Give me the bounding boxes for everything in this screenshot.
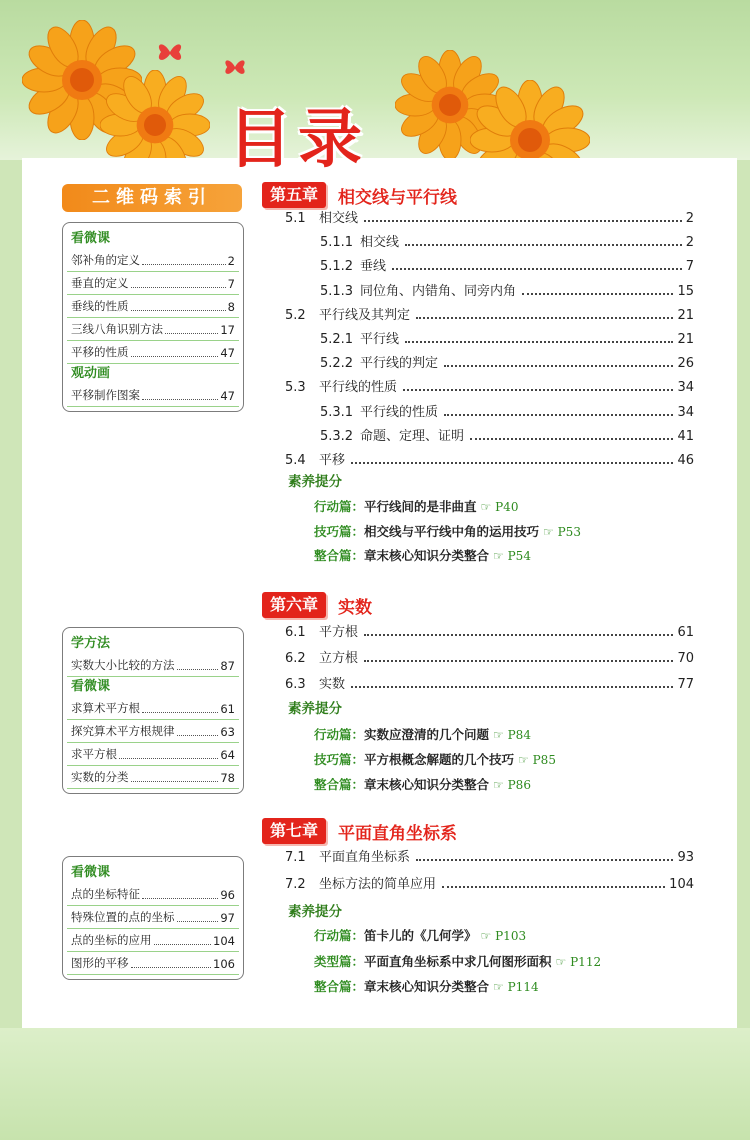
section-title: 相交线 <box>360 235 400 251</box>
suyang-heading: 素养提分 <box>288 701 342 717</box>
chapter-badge: 第五章 <box>262 182 326 208</box>
butterfly-icon-2 <box>222 56 248 78</box>
suyang-heading: 素养提分 <box>288 904 342 920</box>
qr-item[interactable] <box>67 952 239 975</box>
section-number: 7.1 <box>285 850 306 865</box>
suyang-item[interactable] <box>314 725 531 743</box>
suyang-text: 平面直角坐标系中求几何图形面积 <box>364 953 552 969</box>
section-title: 实数 <box>319 677 346 692</box>
leader-dots <box>364 634 673 636</box>
qr-item[interactable] <box>67 249 239 272</box>
suyang-label: 行动篇： <box>314 928 365 943</box>
qr-box <box>62 856 244 980</box>
chapter-heading[interactable] <box>262 818 457 844</box>
qr-item-text: 平移的性质 <box>71 345 129 359</box>
qr-item-page: 106 <box>213 957 235 971</box>
qr-item-text: 求算术平方根 <box>71 701 140 715</box>
qr-item-text: 三线八角识别方法 <box>71 322 163 336</box>
suyang-item[interactable] <box>314 952 601 970</box>
qr-category: 观动画 <box>71 366 111 381</box>
page-reference: ☞ P84 <box>493 728 531 742</box>
section-number: 5.2 <box>285 307 306 323</box>
section-title: 平行线的判定 <box>360 356 439 372</box>
suyang-item[interactable] <box>314 497 518 515</box>
page-reference: ☞ P85 <box>518 753 556 767</box>
toc-section[interactable] <box>285 872 694 892</box>
qr-item-text: 点的坐标的应用 <box>71 933 152 947</box>
leader-dots <box>392 268 682 270</box>
qr-item-page: 96 <box>220 888 235 902</box>
toc-section[interactable] <box>285 672 694 692</box>
suyang-label: 技巧篇： <box>314 523 365 539</box>
section-number: 5.1.3 <box>320 283 354 299</box>
section-page: 7 <box>685 259 694 275</box>
qr-category: 看微课 <box>71 865 111 880</box>
qr-item[interactable] <box>67 272 239 295</box>
qr-item-text: 实数的分类 <box>71 770 129 784</box>
suyang-heading: 素养提分 <box>288 474 342 490</box>
section-page: 34 <box>677 404 694 420</box>
page-title: 目录 <box>228 103 368 177</box>
qr-item-page: 17 <box>220 323 235 337</box>
qr-item-page: 7 <box>227 277 235 291</box>
section-title: 命题、定理、证明 <box>360 428 465 444</box>
qr-item[interactable] <box>67 654 239 677</box>
section-number: 5.3 <box>285 380 306 396</box>
qr-item-text: 点的坐标特征 <box>71 887 140 901</box>
section-title: 相交线 <box>319 211 359 226</box>
section-title: 平行线 <box>360 332 400 347</box>
page-reference: ☞ P54 <box>493 549 531 563</box>
section-page: 61 <box>677 625 694 640</box>
section-title: 立方根 <box>319 651 359 666</box>
qr-item-page: 47 <box>220 346 235 360</box>
suyang-label: 整合篇： <box>314 548 365 563</box>
qr-item-text: 图形的平移 <box>71 956 129 970</box>
qr-item-text: 邻补角的定义 <box>71 253 140 267</box>
section-page: 15 <box>677 283 694 299</box>
section-title: 坐标方法的简单应用 <box>319 877 437 892</box>
footer-band <box>0 1028 750 1140</box>
chapter-badge: 第六章 <box>262 592 326 618</box>
section-title: 同位角、内错角、同旁内角 <box>360 283 517 299</box>
leader-dots <box>177 669 219 670</box>
section-number: 5.3.2 <box>320 428 354 444</box>
leader-dots <box>165 333 218 334</box>
qr-item-page: 87 <box>220 659 235 673</box>
qr-item[interactable] <box>67 341 239 364</box>
section-page: 93 <box>677 850 694 865</box>
suyang-item[interactable] <box>314 546 531 564</box>
chapter-name: 实数 <box>338 597 373 618</box>
leader-dots <box>131 287 226 288</box>
leader-dots <box>405 244 682 246</box>
section-page: 2 <box>685 235 694 251</box>
qr-item-text: 实数大小比较的方法 <box>71 658 175 672</box>
leader-dots <box>142 898 218 899</box>
suyang-item[interactable] <box>314 775 531 793</box>
toc-section[interactable] <box>285 620 694 640</box>
section-title: 平面直角坐标系 <box>319 850 411 865</box>
section-page: 77 <box>677 677 694 692</box>
toc-subsection[interactable] <box>320 230 694 250</box>
section-title: 平方根 <box>319 625 359 640</box>
qr-item[interactable] <box>67 384 239 407</box>
qr-item-page: 104 <box>213 934 235 948</box>
suyang-text: 章末核心知识分类整合 <box>364 979 490 994</box>
qr-item-text: 特殊位置的点的坐标 <box>71 910 175 924</box>
qr-item-text: 垂线的性质 <box>71 299 129 313</box>
qr-item-page: 61 <box>220 702 235 716</box>
section-number: 6.2 <box>285 651 306 666</box>
suyang-item[interactable] <box>314 522 581 540</box>
toc-section[interactable] <box>285 646 694 666</box>
sunflower-center-icon <box>100 70 210 160</box>
section-page: 21 <box>677 332 694 347</box>
section-title: 垂线 <box>360 259 387 275</box>
qr-item-text: 探究算术平方根规律 <box>71 724 175 738</box>
qr-item[interactable] <box>67 697 239 720</box>
suyang-label: 行动篇： <box>314 727 365 742</box>
section-number: 5.3.1 <box>320 404 354 420</box>
leader-dots <box>444 414 673 416</box>
page-reference: ☞ P114 <box>493 980 539 994</box>
qr-category: 看微课 <box>71 679 111 694</box>
section-title: 平行线的性质 <box>360 404 439 420</box>
suyang-label: 类型篇： <box>314 953 365 969</box>
page-reference: ☞ P103 <box>480 929 527 943</box>
leader-dots <box>154 944 212 945</box>
qr-box <box>62 222 244 412</box>
leader-dots <box>444 365 673 367</box>
toc-subsection[interactable] <box>320 424 694 444</box>
section-number: 5.1.2 <box>320 259 354 275</box>
toc-section[interactable] <box>285 845 694 865</box>
qr-item-page: 97 <box>220 911 235 925</box>
leader-dots <box>142 264 226 265</box>
suyang-text: 笛卡儿的《几何学》 <box>364 928 477 943</box>
suyang-label: 整合篇： <box>314 979 365 994</box>
suyang-label: 技巧篇： <box>314 752 365 767</box>
page-reference: ☞ P86 <box>493 778 531 792</box>
qr-item-page: 8 <box>227 300 235 314</box>
leader-dots <box>351 462 673 464</box>
section-page: 41 <box>677 428 694 444</box>
qr-category: 看微课 <box>71 231 111 246</box>
qr-item[interactable] <box>67 720 239 743</box>
toc-subsection[interactable] <box>320 279 694 299</box>
qr-item[interactable] <box>67 743 239 766</box>
toc-subsection[interactable] <box>320 327 694 347</box>
qr-item-page: 47 <box>220 389 235 403</box>
section-number: 5.1 <box>285 211 306 226</box>
leader-dots <box>522 293 673 295</box>
butterfly-icon <box>155 40 185 64</box>
section-page: 104 <box>669 877 694 892</box>
qr-item[interactable] <box>67 318 239 341</box>
qr-index-header: 二维码索引 <box>62 184 242 212</box>
toc-section[interactable] <box>285 303 694 323</box>
qr-item-page: 64 <box>220 748 235 762</box>
leader-dots <box>416 859 673 861</box>
chapter-badge: 第七章 <box>262 818 326 844</box>
qr-item[interactable] <box>67 906 239 929</box>
section-number: 6.1 <box>285 625 306 640</box>
qr-item-text: 平移制作图案 <box>71 388 140 402</box>
chapter-heading[interactable] <box>262 182 457 208</box>
toc-subsection[interactable] <box>320 351 694 371</box>
leader-dots <box>364 220 682 222</box>
toc-subsection[interactable] <box>320 400 694 420</box>
leader-dots <box>142 712 218 713</box>
chapter-heading[interactable] <box>262 592 372 618</box>
section-page: 46 <box>677 453 694 468</box>
header-banner <box>0 0 750 160</box>
suyang-item[interactable] <box>314 926 526 944</box>
leader-dots <box>131 356 219 357</box>
toc-section[interactable] <box>285 206 694 226</box>
section-page: 26 <box>677 356 694 372</box>
leader-dots <box>403 389 673 391</box>
suyang-item[interactable] <box>314 750 556 768</box>
suyang-text: 平行线间的是非曲直 <box>364 499 477 514</box>
suyang-text: 章末核心知识分类整合 <box>364 548 490 563</box>
toc-section[interactable] <box>285 375 694 395</box>
section-page: 70 <box>677 651 694 666</box>
qr-category: 学方法 <box>71 636 111 651</box>
section-number: 6.3 <box>285 677 306 692</box>
section-number: 5.4 <box>285 453 306 468</box>
leader-dots <box>131 967 212 968</box>
leader-dots <box>131 310 226 311</box>
section-number: 5.1.1 <box>320 235 354 251</box>
qr-item-page: 2 <box>227 254 235 268</box>
qr-item[interactable] <box>67 766 239 789</box>
leader-dots <box>364 660 673 662</box>
leader-dots <box>470 438 673 440</box>
qr-item[interactable] <box>67 883 239 906</box>
section-page: 2 <box>685 211 694 226</box>
leader-dots <box>177 735 219 736</box>
page-reference: ☞ P40 <box>480 500 519 514</box>
suyang-text: 平方根概念解题的几个技巧 <box>364 752 515 767</box>
leader-dots <box>131 781 219 782</box>
leader-dots <box>119 758 218 759</box>
section-number: 7.2 <box>285 877 306 892</box>
leader-dots <box>351 686 673 688</box>
suyang-label: 行动篇： <box>314 499 365 514</box>
toc-subsection[interactable] <box>320 254 694 274</box>
leader-dots <box>442 886 665 888</box>
section-title: 平移 <box>319 453 346 468</box>
leader-dots <box>416 317 673 319</box>
toc-section[interactable] <box>285 448 694 468</box>
leader-dots <box>177 921 219 922</box>
qr-box <box>62 627 244 794</box>
suyang-label: 整合篇： <box>314 777 365 792</box>
chapter-name: 相交线与平行线 <box>338 187 458 208</box>
qr-item-text: 求平方根 <box>71 747 117 761</box>
page-reference: ☞ P53 <box>543 524 581 539</box>
qr-item[interactable] <box>67 295 239 318</box>
section-title: 平行线的性质 <box>319 380 398 396</box>
leader-dots <box>405 341 673 343</box>
suyang-item[interactable] <box>314 977 539 995</box>
qr-item-page: 63 <box>220 725 235 739</box>
suyang-text: 相交线与平行线中角的运用技巧 <box>364 523 540 539</box>
chapter-name: 平面直角坐标系 <box>338 823 458 844</box>
section-page: 21 <box>677 307 694 323</box>
qr-item[interactable] <box>67 929 239 952</box>
section-title: 平行线及其判定 <box>319 307 411 323</box>
suyang-text: 章末核心知识分类整合 <box>364 777 490 792</box>
section-number: 5.2.2 <box>320 356 354 372</box>
page-reference: ☞ P112 <box>555 954 602 969</box>
qr-item-text: 垂直的定义 <box>71 276 129 290</box>
suyang-text: 实数应澄清的几个问题 <box>364 727 490 742</box>
leader-dots <box>142 399 218 400</box>
sunflower-far-right-icon <box>470 80 590 160</box>
section-number: 5.2.1 <box>320 332 354 347</box>
qr-item-page: 78 <box>220 771 235 785</box>
section-page: 34 <box>677 380 694 396</box>
